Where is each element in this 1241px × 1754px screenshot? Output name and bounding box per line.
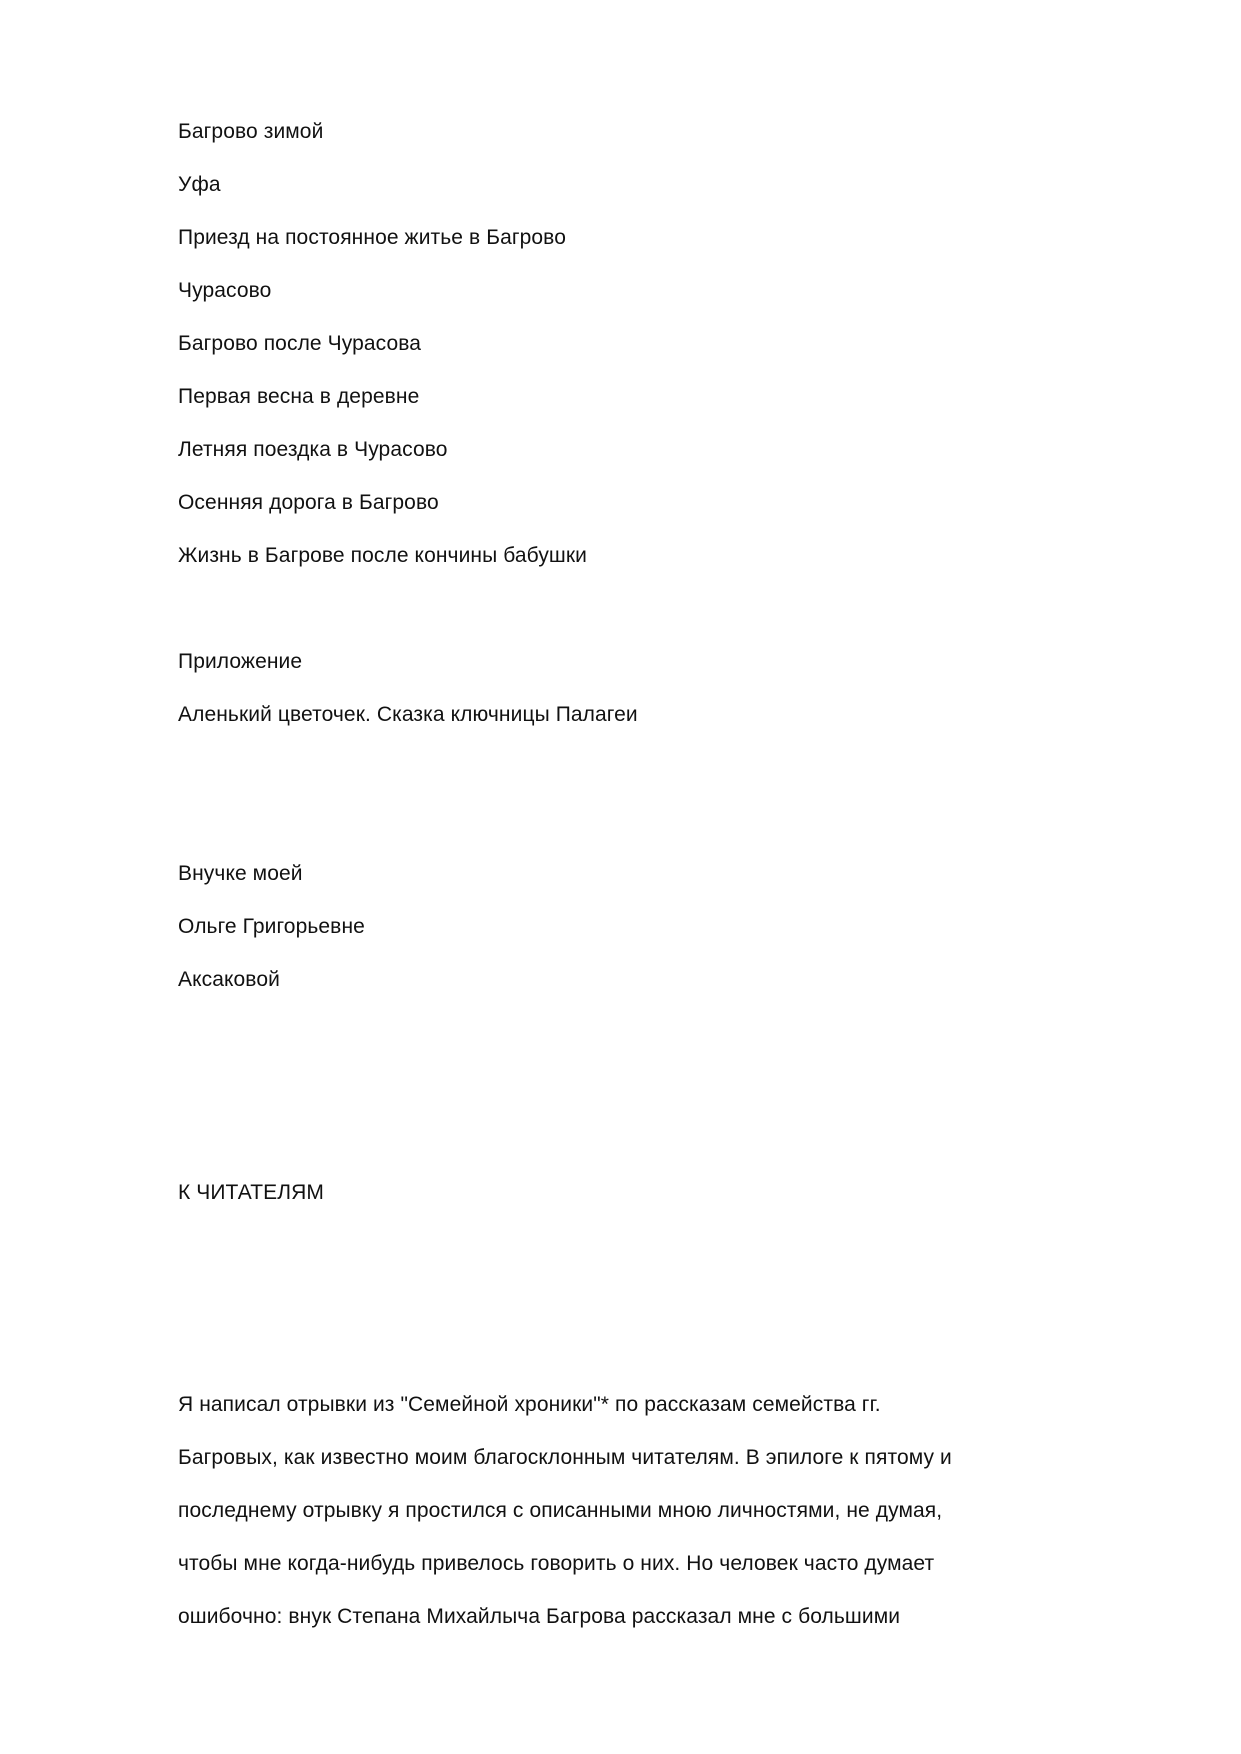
body-text-line: Я написал отрывки из "Семейной хроники"* по рассказам семейства гг. (178, 1393, 881, 1416)
body-text-line: чтобы мне когда-нибудь привелось говорить о них. Но человек часто думает (178, 1552, 935, 1575)
appendix-title: Приложение (178, 650, 303, 673)
dedication-line: Аксаковой (178, 968, 280, 991)
contents-item: Жизнь в Багрове после кончины бабушки (178, 544, 587, 567)
body-text-line: Багровых, как известно моим благосклонным читателям. В эпилоге к пятому и (178, 1446, 952, 1469)
contents-item: Багрово зимой (178, 120, 324, 143)
contents-item: Приезд на постоянное житье в Багрово (178, 226, 566, 249)
body-text-line: последнему отрывку я простился с описанными мною личностями, не думая, (178, 1499, 943, 1522)
contents-item: Багрово после Чурасова (178, 332, 422, 355)
contents-item: Первая весна в деревне (178, 385, 420, 408)
dedication-line: Ольге Григорьевне (178, 915, 365, 938)
contents-item: Осенняя дорога в Багрово (178, 491, 439, 514)
contents-item: Уфа (178, 173, 221, 196)
dedication-line: Внучке моей (178, 862, 303, 885)
section-title: К ЧИТАТЕЛЯМ (178, 1181, 325, 1204)
contents-item: Летняя поездка в Чурасово (178, 438, 448, 461)
contents-item: Чурасово (178, 279, 272, 302)
body-text-line: ошибочно: внук Степана Михайлыча Багрова рассказал мне с большими (178, 1605, 901, 1628)
appendix-item: Аленький цветочек. Сказка ключницы Палагеи (178, 703, 638, 726)
